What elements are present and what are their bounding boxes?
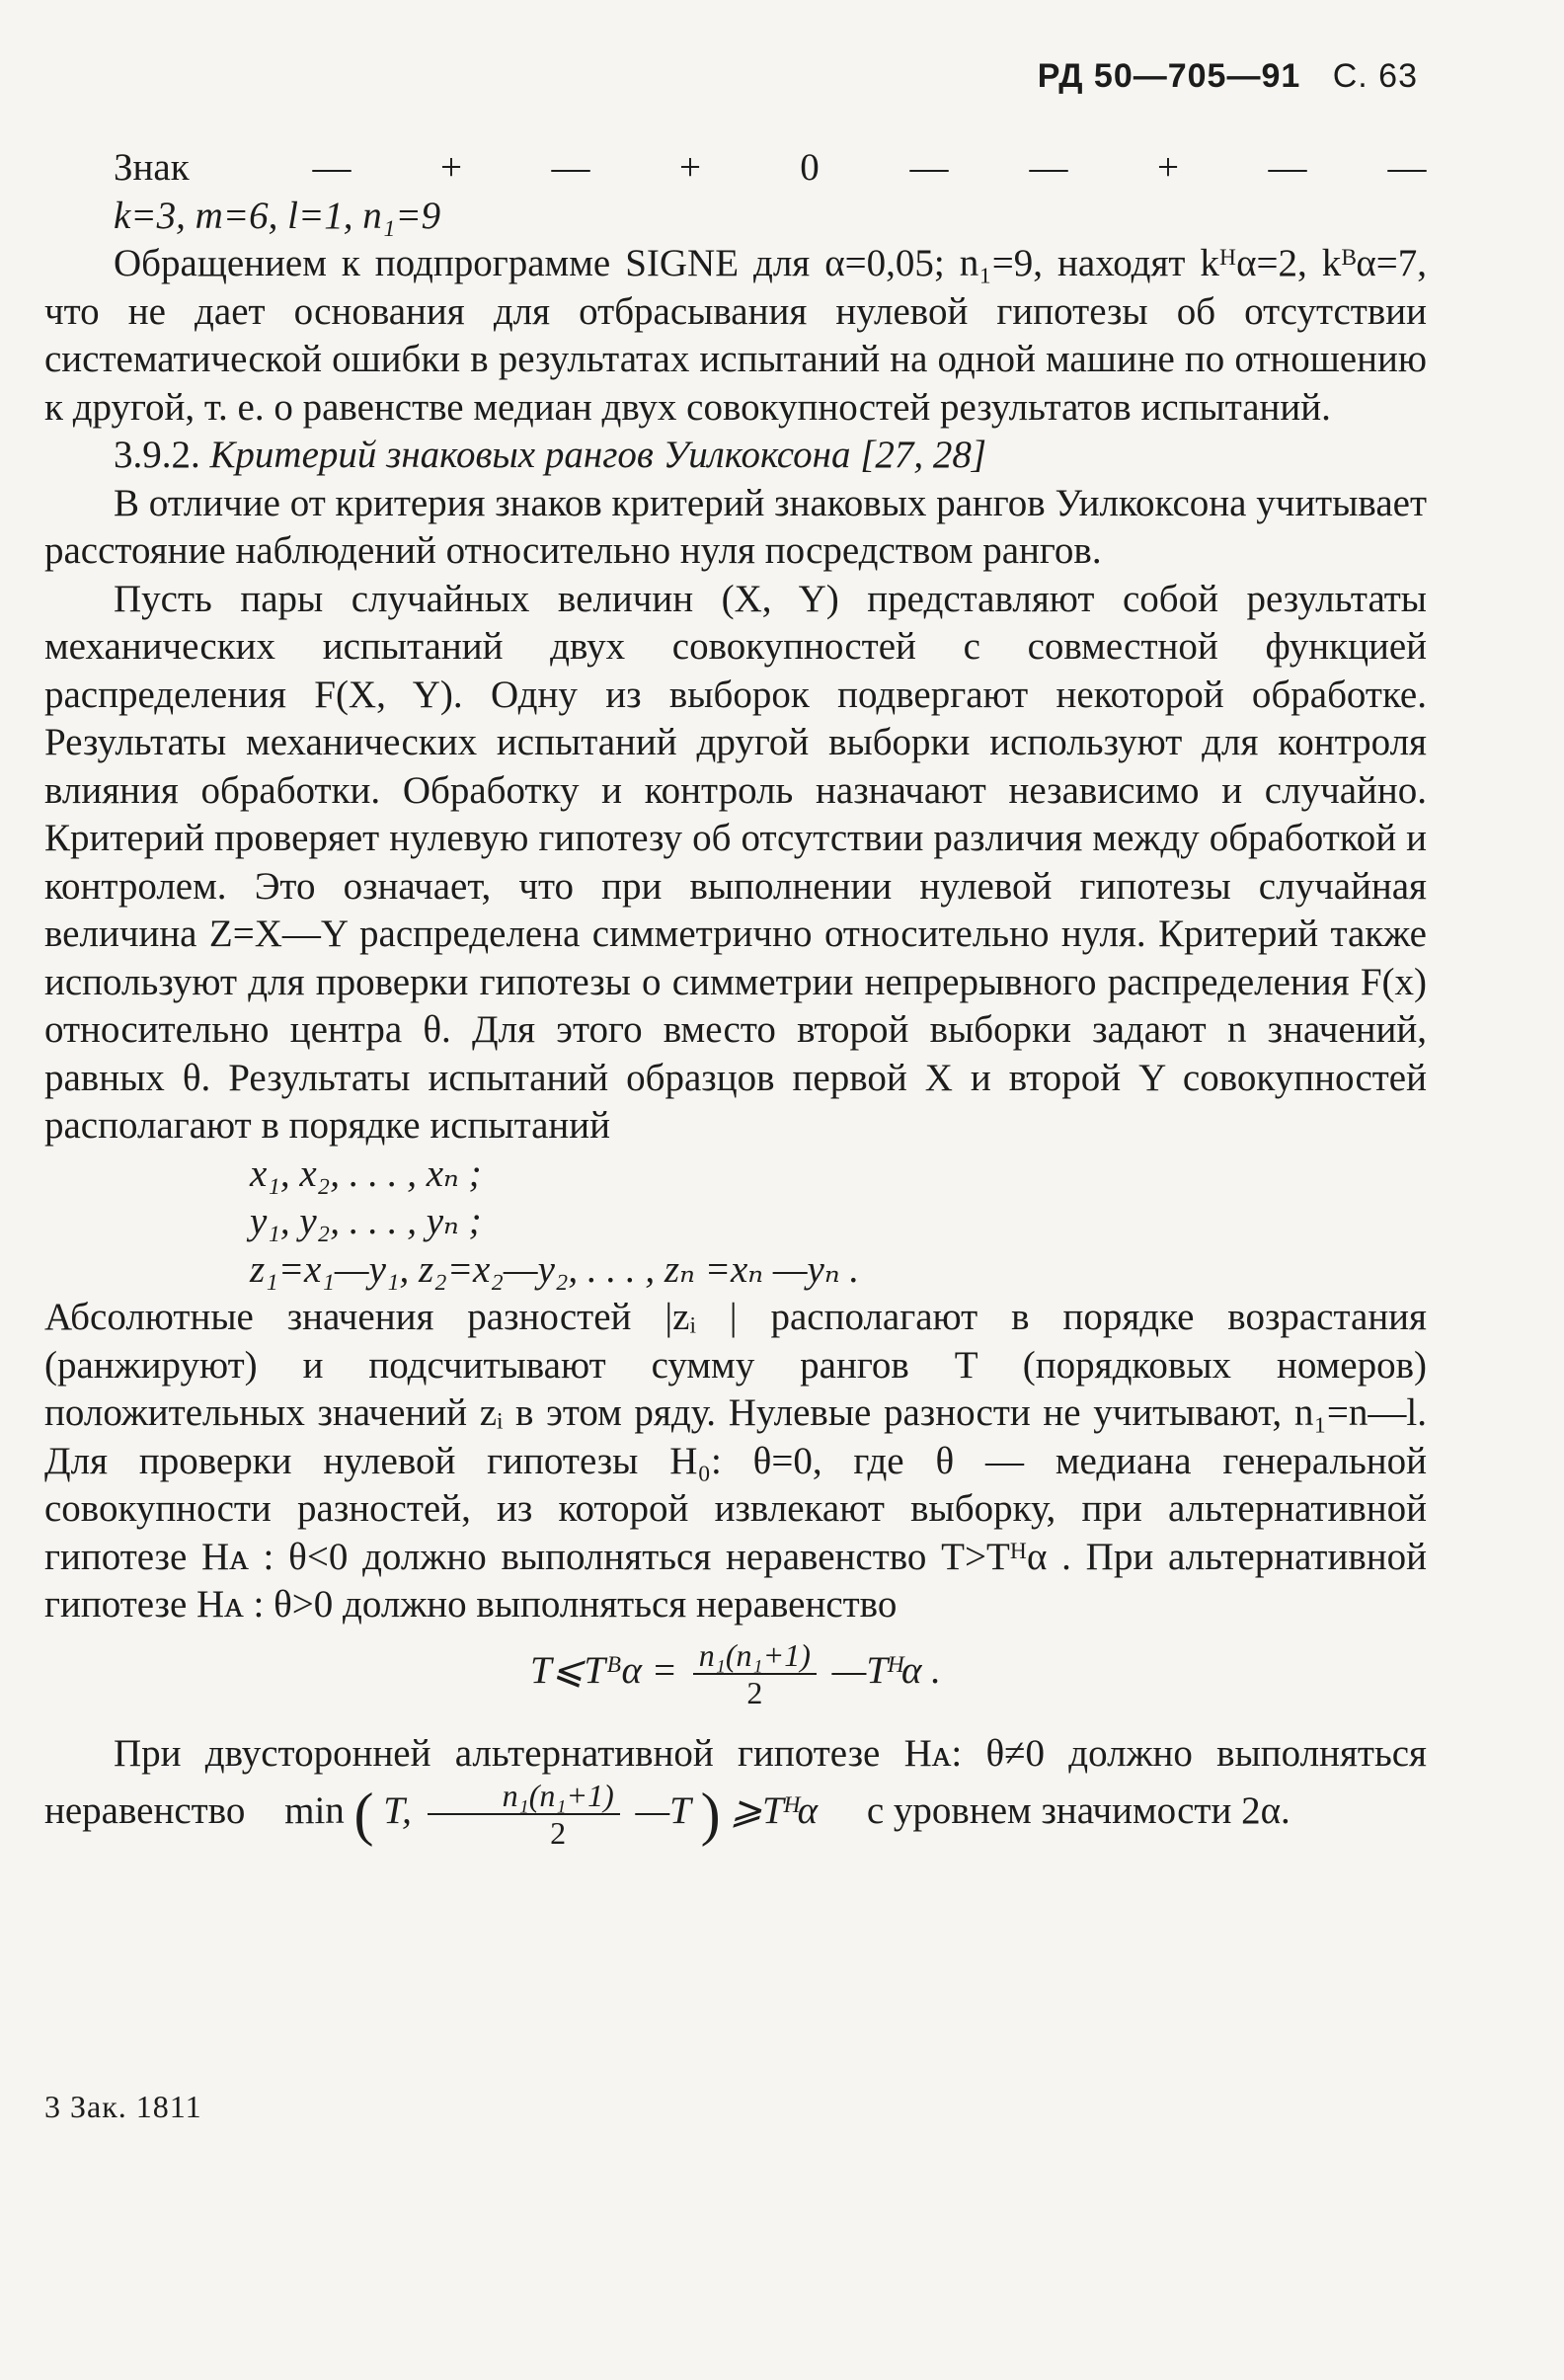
paragraph-intro: В отличие от критерия знаков критерий знаковых рангов Уилкоксона учитывает расстояние наблюдений относительно нуля посредством рангов. (44, 481, 1427, 572)
fraction-denominator: 2 (746, 1674, 763, 1710)
formula-y-sequence: y₁, y₂, . . . , yₙ ; (250, 1200, 482, 1242)
page-footer: 3 Зак. 1811 (44, 2089, 202, 2124)
sign-item: — (551, 146, 590, 189)
sign-item: — (1387, 146, 1427, 189)
parameters-line: k=3, m=6, l=1, n₁=9 (114, 194, 441, 237)
sign-row-label: Знак (114, 146, 190, 189)
paragraph-signe: Обращением к подпрограмме SIGNE для α=0,05; n₁=9, находят kᴴα=2, kᴮα=7, что не дает основания для отбрасывания нулевой гипотезы об отсутствии систематической ошибки в результатах испытаний на одной машине по отношению к другой, т. е. о равенстве медиан двух совокупностей результатов испытаний. (44, 242, 1427, 429)
sign-item: + (679, 146, 701, 189)
two-sided-text: При двусторонней альтернативной гипотезе Hᴀ: θ≠0 должно выполняться неравенство (44, 1731, 1427, 1832)
equation-upper-bound (44, 1629, 1427, 1730)
equation-right: —Tᴴα . (831, 1648, 941, 1692)
min-relation: ⩾Tᴴα (730, 1788, 819, 1832)
formula-x-sequence: x₁, x₂, . . . , xₙ ; (250, 1151, 482, 1195)
sign-item: + (440, 146, 462, 189)
equation-min: min ( T, $\frac{\text{n₁(n₁+1)}}{2}$ —T ) ⩾Tᴴα (284, 1778, 819, 1851)
min-fraction (428, 1778, 620, 1851)
sign-item: — (1268, 146, 1307, 189)
page-number: С. 63 (1332, 57, 1418, 95)
sign-item: — (1029, 146, 1068, 189)
min-fraction-numerator: n₁(n₁+1) (428, 1778, 620, 1815)
formula-z-differences: z₁=x₁—y₁, z₂=x₂—y₂, . . . , zₙ =xₙ —yₙ . (250, 1247, 860, 1291)
paragraph-two-sided (44, 1730, 1427, 1852)
sign-item: 0 (800, 146, 820, 189)
min-tail: —T (635, 1788, 691, 1832)
paragraph-pairs: Пусть пары случайных величин (X, Y) представляют собой результаты механических испытаний двух совокупностей с совместной функцией распределения F(X, Y). Одну из выборок подвергают некоторой обработке. Результаты механических испытаний другой выборки используют для контроля влияния обработки. Обработку и контроль назначают независимо и случайно. Критерий проверяет нулевую гипотезу об отсутствии различия между обработкой и контролем. Это означает, что при выполнении нулевой гипотезы случайная величина Z=X—Y распределена симметрично относительно нуля. Критерий также используют для проверки гипотезы о симметрии непрерывного распределения F(x) относительно центра θ. Для этого вместо второй выборки задают n значений, равных θ. Результаты испытаний образцов первой X и второй Y совокупностей располагают в порядке испытаний (44, 577, 1427, 1147)
equation-left: T⩽Tᴮα = (530, 1648, 678, 1692)
min-arg: T, (383, 1788, 412, 1832)
two-sided-end: с уровнем значимости 2α. (866, 1788, 1290, 1832)
section-heading (44, 432, 1427, 480)
section-title: Критерий знаковых рангов Уилкоксона [27, 28] (209, 434, 987, 476)
min-fraction-denominator: 2 (550, 1815, 567, 1851)
min-operator: min (284, 1788, 345, 1832)
section-number: 3.9.2. (114, 434, 200, 476)
document-code: РД 50—705—91 (1037, 57, 1301, 95)
equation-fraction (693, 1637, 817, 1710)
sign-item: — (312, 146, 352, 189)
paragraph-ranking: Абсолютные значения разностей |zᵢ | располагают в порядке возрастания (ранжируют) и подсчитывают сумму рангов T (порядковых номеров) положительных значений zᵢ в этом ряду. Нулевые разности не учитывают, n₁=n—l. Для проверки нулевой гипотезы H₀: θ=0, где θ — медиана генеральной совокупности разностей, из которой извлекают выборку, при альтернативной гипотезе Hᴀ : θ<0 должно выполняться неравенство T>Tᴴα . При альтернативной гипотезе Hᴀ : θ>0 должно выполняться неравенство (44, 1296, 1427, 1626)
fraction-numerator: n₁(n₁+1) (693, 1637, 817, 1675)
sign-item: + (1157, 146, 1179, 189)
sign-row (44, 59, 1427, 193)
sign-item: — (909, 146, 949, 189)
page-body (44, 59, 1427, 1851)
